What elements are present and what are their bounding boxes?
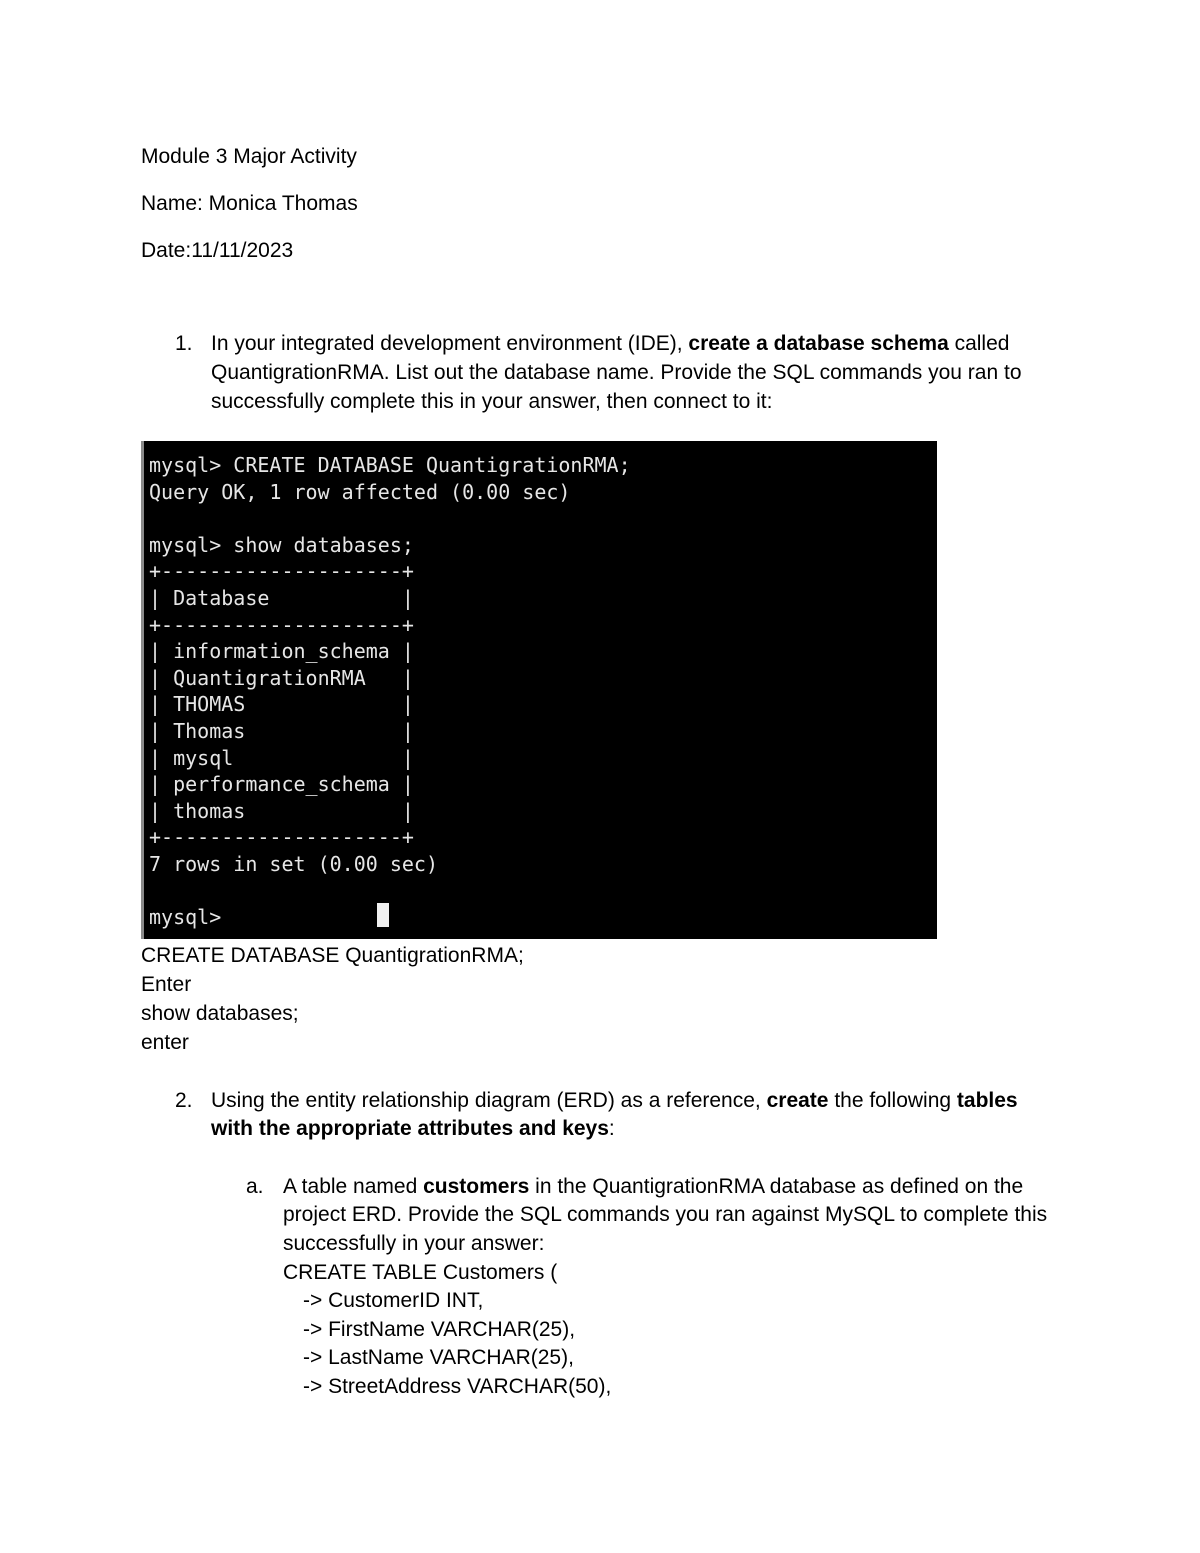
question-2a-emphasis: customers [423, 1175, 530, 1198]
question-1-line-2: QuantigrationRMA. List out the database name. Provide the SQL commands you ran to [211, 361, 1022, 384]
terminal-line: mysql> CREATE DATABASE QuantigrationRMA; [149, 453, 631, 477]
sql-code-line: -> LastName VARCHAR(25), [303, 1346, 574, 1369]
sql-code-line: -> CustomerID INT, [303, 1289, 484, 1312]
question-1-text: In your integrated development environment (IDE), [211, 332, 689, 355]
question-2-emphasis: tables [956, 1089, 1018, 1112]
question-2-emphasis: with the appropriate attributes and keys [211, 1117, 609, 1140]
question-2a-text: A table named [283, 1175, 424, 1198]
document-title: Module 3 Major Activity [141, 145, 357, 168]
terminal-line: +--------------------+ [149, 559, 414, 584]
sql-code-line: -> StreetAddress VARCHAR(50), [303, 1375, 612, 1398]
question-2-emphasis: create [766, 1089, 829, 1112]
terminal-line: | performance_schema | [149, 772, 414, 797]
terminal-line: +--------------------+ [149, 825, 414, 850]
terminal-line: | Thomas | [149, 719, 414, 743]
question-2-text: Using the entity relationship diagram (ERD) as a reference, [211, 1089, 767, 1112]
terminal-line: | QuantigrationRMA | [149, 665, 414, 690]
sql-create-table-line: CREATE TABLE Customers ( [283, 1261, 558, 1284]
question-2a-line-1 [283, 1172, 1023, 1201]
document-date: Date:11/11/2023 [141, 239, 294, 262]
question-2a-text: in the QuantigrationRMA database as defined on the [529, 1175, 1024, 1198]
question-1-line-3: successfully complete this in your answer, then connect to it: [211, 390, 773, 413]
question-2-text: the following [828, 1089, 957, 1112]
student-name: Name: Monica Thomas [141, 192, 358, 215]
question-1-text: called [948, 332, 1010, 355]
terminal-line: | Database | [149, 586, 414, 610]
question-1-line-1 [211, 329, 1009, 358]
answer-1-line-2: Enter [141, 973, 192, 996]
question-2-number: 2. [175, 1089, 193, 1112]
terminal-prompt: mysql> [149, 905, 234, 930]
sql-code-line: -> FirstName VARCHAR(25), [303, 1318, 576, 1341]
question-1-number: 1. [175, 332, 193, 355]
terminal-line: | information_schema | [149, 639, 414, 664]
question-1-emphasis: create a database schema [688, 332, 949, 355]
question-2-text: : [608, 1117, 615, 1140]
terminal-line: | THOMAS | [149, 692, 414, 717]
question-2-line-1 [211, 1086, 1018, 1115]
terminal-line: 7 rows in set (0.00 sec) [149, 852, 438, 876]
terminal-line: mysql> show databases; [149, 532, 414, 557]
terminal-cursor-icon [377, 903, 389, 927]
terminal-line: | thomas | [149, 798, 414, 823]
answer-1-line-1: CREATE DATABASE QuantigrationRMA; [141, 944, 524, 967]
terminal-line: | mysql | [149, 745, 414, 770]
answer-1-line-4: enter [141, 1031, 189, 1054]
terminal-line: +--------------------+ [149, 612, 414, 637]
question-2a-line-2: project ERD. Provide the SQL commands you ran against MySQL to complete this [283, 1203, 1048, 1226]
question-2-line-2 [211, 1114, 615, 1143]
question-2a-letter: a. [246, 1175, 264, 1198]
question-2a-line-3: successfully in your answer: [283, 1232, 545, 1255]
answer-1-line-3: show databases; [141, 1002, 299, 1025]
mysql-terminal-screenshot [141, 441, 937, 939]
terminal-line: Query OK, 1 row affected (0.00 sec) [149, 479, 571, 504]
